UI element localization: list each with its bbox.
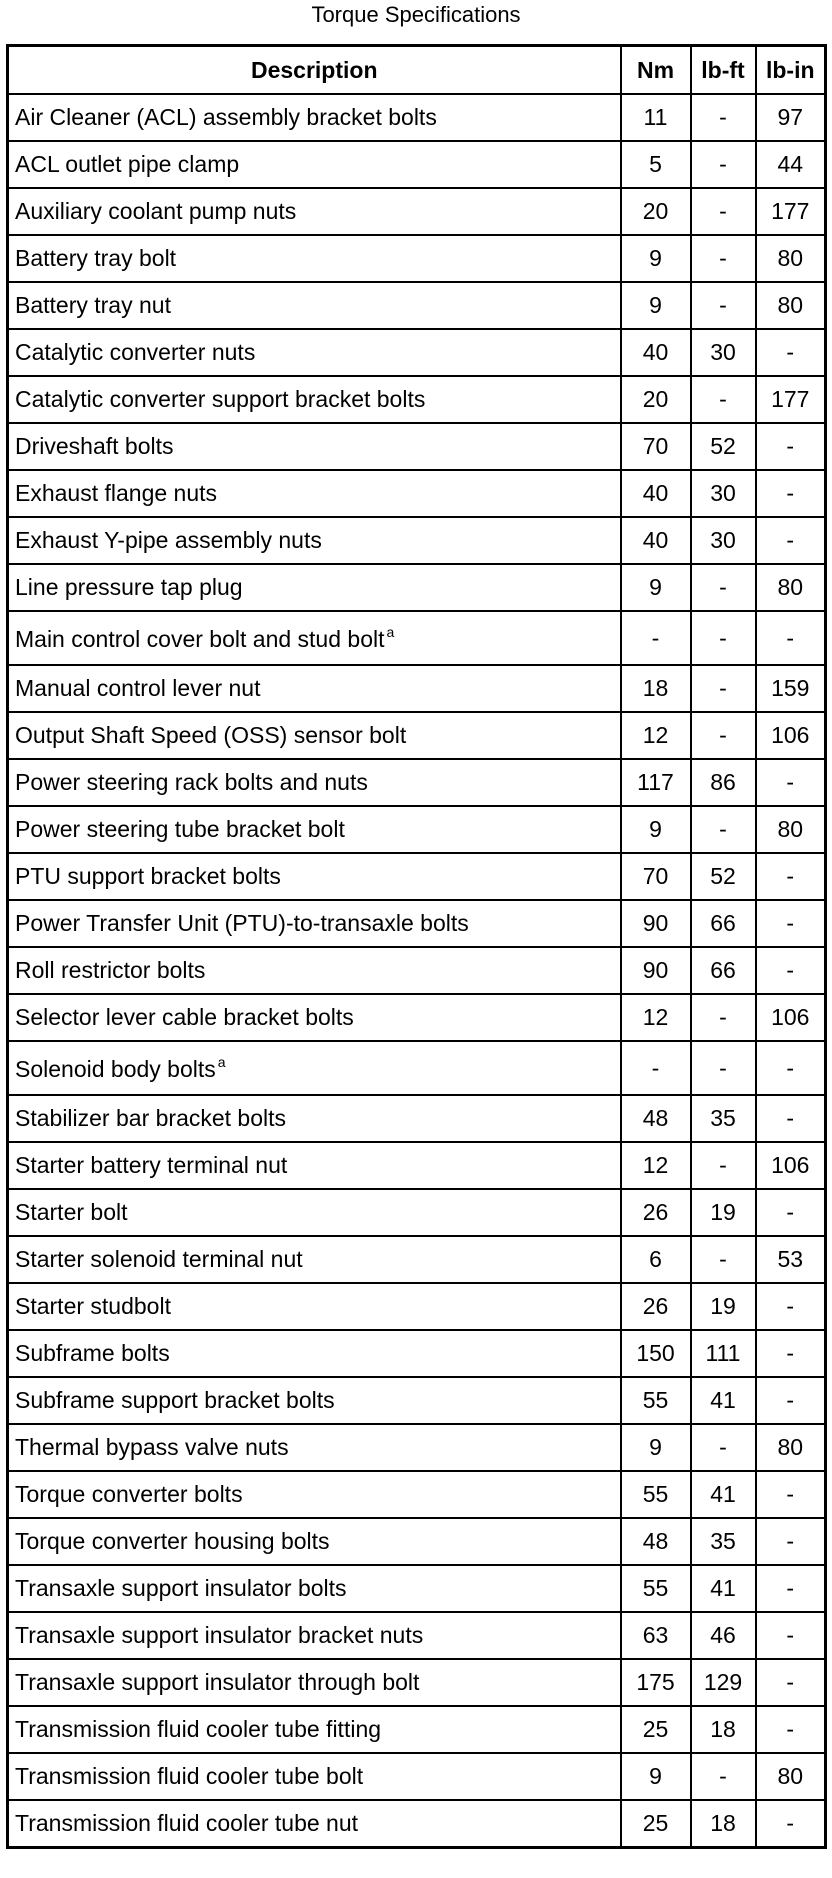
table-row <box>8 1659 826 1706</box>
cell-lbin: - <box>756 900 826 947</box>
table-row <box>8 470 826 517</box>
cell-lbft: 111 <box>691 1330 756 1377</box>
cell-lbft: - <box>691 1041 756 1095</box>
description-text: Exhaust flange nuts <box>15 480 218 506</box>
cell-description <box>8 1424 621 1471</box>
table-row <box>8 1330 826 1377</box>
table-row <box>8 376 826 423</box>
cell-nm: - <box>621 611 691 665</box>
description-text: Transaxle support insulator bracket nuts <box>15 1622 424 1648</box>
cell-nm: 12 <box>621 712 691 759</box>
cell-nm: 9 <box>621 564 691 611</box>
table-row <box>8 517 826 564</box>
cell-lbft: 30 <box>691 329 756 376</box>
cell-nm: 40 <box>621 329 691 376</box>
description-text: Catalytic converter nuts <box>15 339 256 365</box>
table-row <box>8 1800 826 1848</box>
table-row <box>8 1236 826 1283</box>
cell-nm: 9 <box>621 1424 691 1471</box>
cell-description <box>8 470 621 517</box>
table-row <box>8 1142 826 1189</box>
cell-lbin: - <box>756 1518 826 1565</box>
table-row <box>8 282 826 329</box>
cell-lbin: 80 <box>756 806 826 853</box>
description-text: Transmission fluid cooler tube nut <box>15 1810 359 1836</box>
cell-nm: 150 <box>621 1330 691 1377</box>
cell-description <box>8 665 621 712</box>
description-text: Driveshaft bolts <box>15 433 174 459</box>
description-text: Air Cleaner (ACL) assembly bracket bolts <box>15 104 437 130</box>
cell-nm: 55 <box>621 1377 691 1424</box>
cell-nm: 25 <box>621 1800 691 1848</box>
header-lbin: lb-in <box>756 46 826 95</box>
cell-description <box>8 564 621 611</box>
header-lbft: lb-ft <box>691 46 756 95</box>
cell-lbin: - <box>756 1659 826 1706</box>
cell-lbft: - <box>691 994 756 1041</box>
cell-description <box>8 376 621 423</box>
cell-lbin: 177 <box>756 188 826 235</box>
cell-lbft: 66 <box>691 947 756 994</box>
header-row <box>8 46 826 95</box>
cell-lbft: 19 <box>691 1189 756 1236</box>
table-row <box>8 1706 826 1753</box>
table-row <box>8 1565 826 1612</box>
cell-description <box>8 712 621 759</box>
header-nm: Nm <box>621 46 691 95</box>
table-row <box>8 423 826 470</box>
cell-lbft: 30 <box>691 470 756 517</box>
description-text: Starter solenoid terminal nut <box>15 1246 303 1272</box>
cell-lbft: 41 <box>691 1377 756 1424</box>
description-text: Output Shaft Speed (OSS) sensor bolt <box>15 722 407 748</box>
description-text: Roll restrictor bolts <box>15 957 206 983</box>
cell-lbft: 19 <box>691 1283 756 1330</box>
cell-lbft: - <box>691 1142 756 1189</box>
description-text: Power steering tube bracket bolt <box>15 816 345 842</box>
cell-nm: 18 <box>621 665 691 712</box>
cell-nm: 40 <box>621 517 691 564</box>
cell-lbft: - <box>691 282 756 329</box>
description-text: Subframe bolts <box>15 1340 170 1366</box>
cell-description <box>8 1041 621 1095</box>
cell-description <box>8 1565 621 1612</box>
cell-nm: 63 <box>621 1612 691 1659</box>
table-header <box>8 46 826 95</box>
cell-lbft: - <box>691 806 756 853</box>
cell-description <box>8 1753 621 1800</box>
cell-lbin: - <box>756 1377 826 1424</box>
cell-nm: 9 <box>621 1753 691 1800</box>
cell-lbin: - <box>756 423 826 470</box>
cell-nm: 55 <box>621 1471 691 1518</box>
cell-lbft: - <box>691 1753 756 1800</box>
cell-lbin: - <box>756 1471 826 1518</box>
cell-nm: 9 <box>621 235 691 282</box>
cell-lbin: - <box>756 611 826 665</box>
description-text: Battery tray nut <box>15 292 171 318</box>
description-text: Subframe support bracket bolts <box>15 1387 335 1413</box>
table-row <box>8 1753 826 1800</box>
cell-lbin: 80 <box>756 1753 826 1800</box>
cell-lbft: 18 <box>691 1800 756 1848</box>
description-text: Torque converter bolts <box>15 1481 243 1507</box>
cell-lbft: - <box>691 376 756 423</box>
cell-description <box>8 329 621 376</box>
table-row <box>8 1189 826 1236</box>
table-body <box>8 94 826 1848</box>
cell-description <box>8 423 621 470</box>
cell-lbin: 80 <box>756 564 826 611</box>
cell-nm: 48 <box>621 1518 691 1565</box>
cell-nm: 5 <box>621 141 691 188</box>
cell-lbin: - <box>756 1612 826 1659</box>
cell-lbft: - <box>691 564 756 611</box>
cell-description <box>8 1659 621 1706</box>
cell-nm: 175 <box>621 1659 691 1706</box>
cell-lbin: - <box>756 1283 826 1330</box>
cell-nm: 12 <box>621 1142 691 1189</box>
cell-nm: 55 <box>621 1565 691 1612</box>
table-row <box>8 1041 826 1095</box>
table-row <box>8 853 826 900</box>
cell-description <box>8 94 621 141</box>
cell-lbft: 66 <box>691 900 756 947</box>
cell-lbin: 106 <box>756 994 826 1041</box>
cell-lbin: - <box>756 1189 826 1236</box>
cell-lbft: - <box>691 94 756 141</box>
cell-lbft: - <box>691 188 756 235</box>
cell-description <box>8 1471 621 1518</box>
cell-nm: 9 <box>621 806 691 853</box>
cell-lbft: 18 <box>691 1706 756 1753</box>
cell-description <box>8 1706 621 1753</box>
cell-description <box>8 235 621 282</box>
cell-lbft: 129 <box>691 1659 756 1706</box>
cell-lbin: - <box>756 470 826 517</box>
cell-description <box>8 141 621 188</box>
cell-lbft: 46 <box>691 1612 756 1659</box>
table-row <box>8 1377 826 1424</box>
cell-nm: 26 <box>621 1189 691 1236</box>
table-row <box>8 235 826 282</box>
cell-description <box>8 611 621 665</box>
cell-lbin: 106 <box>756 1142 826 1189</box>
cell-description <box>8 517 621 564</box>
description-text: Transmission fluid cooler tube fitting <box>15 1716 382 1742</box>
table-row <box>8 947 826 994</box>
cell-nm: 26 <box>621 1283 691 1330</box>
cell-description <box>8 1283 621 1330</box>
cell-lbin: - <box>756 759 826 806</box>
description-text: Starter battery terminal nut <box>15 1152 288 1178</box>
cell-lbin: - <box>756 947 826 994</box>
cell-nm: 70 <box>621 423 691 470</box>
cell-lbft: 41 <box>691 1471 756 1518</box>
description-text: Thermal bypass valve nuts <box>15 1434 289 1460</box>
cell-nm: 70 <box>621 853 691 900</box>
description-text: Starter studbolt <box>15 1293 171 1319</box>
cell-lbin: - <box>756 1330 826 1377</box>
description-text: Auxiliary coolant pump nuts <box>15 198 297 224</box>
cell-description <box>8 994 621 1041</box>
cell-description <box>8 1236 621 1283</box>
description-text: Power Transfer Unit (PTU)-to-transaxle bolts <box>15 910 469 936</box>
table-row <box>8 900 826 947</box>
table-row <box>8 1518 826 1565</box>
table-row <box>8 759 826 806</box>
cell-description <box>8 1095 621 1142</box>
table-row <box>8 1471 826 1518</box>
description-text: Solenoid body bolts <box>15 1055 216 1082</box>
cell-nm: 12 <box>621 994 691 1041</box>
cell-nm: 20 <box>621 376 691 423</box>
cell-nm: 6 <box>621 1236 691 1283</box>
description-text: Starter bolt <box>15 1199 128 1225</box>
cell-nm: 25 <box>621 1706 691 1753</box>
cell-description <box>8 1330 621 1377</box>
table-row <box>8 141 826 188</box>
cell-description <box>8 282 621 329</box>
description-text: Catalytic converter support bracket bolts <box>15 386 426 412</box>
table-row <box>8 1612 826 1659</box>
table-row <box>8 611 826 665</box>
cell-lbft: 30 <box>691 517 756 564</box>
cell-description <box>8 759 621 806</box>
cell-description <box>8 853 621 900</box>
cell-lbin: - <box>756 1706 826 1753</box>
cell-nm: 117 <box>621 759 691 806</box>
cell-lbft: - <box>691 611 756 665</box>
footnote-marker: a <box>386 623 395 640</box>
cell-description <box>8 1377 621 1424</box>
table-row <box>8 329 826 376</box>
cell-description <box>8 1800 621 1848</box>
description-text: Power steering rack bolts and nuts <box>15 769 368 795</box>
cell-nm: 11 <box>621 94 691 141</box>
cell-lbin: 44 <box>756 141 826 188</box>
cell-lbft: 35 <box>691 1518 756 1565</box>
cell-nm: 48 <box>621 1095 691 1142</box>
description-text: Stabilizer bar bracket bolts <box>15 1105 287 1131</box>
cell-lbin: - <box>756 329 826 376</box>
cell-lbin: - <box>756 1041 826 1095</box>
torque-spec-table <box>6 44 827 1849</box>
header-description: Description <box>8 46 621 95</box>
description-text: Line pressure tap plug <box>15 574 243 600</box>
description-text: Manual control lever nut <box>15 675 261 701</box>
cell-nm: 20 <box>621 188 691 235</box>
table-row <box>8 712 826 759</box>
description-text: Transaxle support insulator bolts <box>15 1575 347 1601</box>
description-text: Selector lever cable bracket bolts <box>15 1004 354 1030</box>
cell-lbft: 86 <box>691 759 756 806</box>
cell-lbft: 41 <box>691 1565 756 1612</box>
cell-lbin: 80 <box>756 282 826 329</box>
description-text: Battery tray bolt <box>15 245 177 271</box>
cell-lbin: 80 <box>756 235 826 282</box>
cell-description <box>8 947 621 994</box>
table-row <box>8 665 826 712</box>
cell-lbin: 177 <box>756 376 826 423</box>
cell-lbin: 159 <box>756 665 826 712</box>
cell-lbin: - <box>756 1565 826 1612</box>
description-text: Exhaust Y-pipe assembly nuts <box>15 527 322 553</box>
cell-nm: 90 <box>621 900 691 947</box>
cell-description <box>8 188 621 235</box>
description-text: ACL outlet pipe clamp <box>15 151 240 177</box>
cell-nm: 90 <box>621 947 691 994</box>
table-title: Torque Specifications <box>311 2 521 27</box>
table-row <box>8 806 826 853</box>
table-row <box>8 1095 826 1142</box>
description-text: PTU support bracket bolts <box>15 863 281 889</box>
cell-lbin: - <box>756 853 826 900</box>
cell-lbft: 52 <box>691 423 756 470</box>
cell-lbft: 35 <box>691 1095 756 1142</box>
cell-nm: 9 <box>621 282 691 329</box>
cell-lbft: - <box>691 665 756 712</box>
cell-nm: - <box>621 1041 691 1095</box>
cell-lbft: 52 <box>691 853 756 900</box>
cell-lbin: - <box>756 1800 826 1848</box>
cell-lbft: - <box>691 1236 756 1283</box>
description-text: Transmission fluid cooler tube bolt <box>15 1763 364 1789</box>
table-row <box>8 188 826 235</box>
cell-lbin: 53 <box>756 1236 826 1283</box>
cell-lbin: 80 <box>756 1424 826 1471</box>
cell-description <box>8 1189 621 1236</box>
cell-nm: 40 <box>621 470 691 517</box>
cell-lbft: - <box>691 1424 756 1471</box>
cell-lbft: - <box>691 712 756 759</box>
cell-lbft: - <box>691 235 756 282</box>
cell-lbin: 97 <box>756 94 826 141</box>
table-row <box>8 1424 826 1471</box>
description-text: Main control cover bolt and stud bolt <box>15 625 385 652</box>
table-row <box>8 1283 826 1330</box>
cell-description <box>8 1142 621 1189</box>
description-text: Torque converter housing bolts <box>15 1528 330 1554</box>
footnote-marker: a <box>217 1053 226 1070</box>
description-text: Transaxle support insulator through bolt <box>15 1669 420 1695</box>
table-row <box>8 94 826 141</box>
cell-lbin: - <box>756 517 826 564</box>
table-row <box>8 564 826 611</box>
cell-description <box>8 1612 621 1659</box>
cell-description <box>8 1518 621 1565</box>
cell-lbft: - <box>691 141 756 188</box>
table-row <box>8 994 826 1041</box>
cell-description <box>8 806 621 853</box>
cell-description <box>8 900 621 947</box>
cell-lbin: - <box>756 1095 826 1142</box>
cell-lbin: 106 <box>756 712 826 759</box>
